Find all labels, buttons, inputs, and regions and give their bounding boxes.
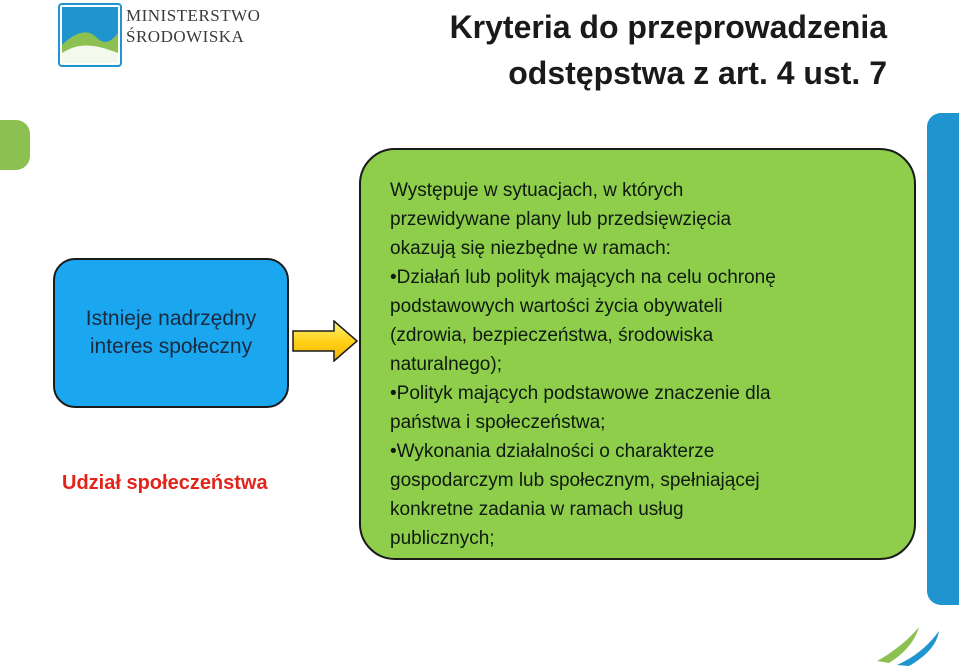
bullet-line: konkretne zadania w ramach usług — [390, 499, 684, 520]
bullet-line: naturalnego); — [390, 354, 502, 375]
public-interest-box — [53, 258, 289, 408]
intro-line: Występuje w sytuacjach, w których — [390, 180, 684, 201]
bullet-line: gospodarczym lub społecznym, spełniającej — [390, 470, 760, 491]
criteria-intro — [390, 176, 894, 263]
bullet-line: publicznych; — [390, 528, 495, 549]
criteria-bullet-2 — [390, 379, 894, 437]
criteria-bullet-3 — [390, 437, 894, 553]
public-interest-line-2: interes społeczny — [89, 335, 253, 358]
logo-line-2: ŚRODOWISKA — [126, 27, 245, 46]
criteria-bullet-1 — [390, 263, 894, 379]
ministry-logo — [58, 3, 261, 71]
right-accent-bar — [927, 113, 959, 605]
bullet-line: •Polityk mających podstawowe znaczenie dla — [390, 383, 771, 404]
bullet-line: podstawowych wartości życia obywateli — [390, 296, 723, 317]
intro-line: przewidywane plany lub przedsięwzięcia — [390, 209, 732, 230]
bullet-line: •Wykonania działalności o charakterze — [390, 441, 715, 462]
public-interest-line-1: Istnieje nadrzędny — [85, 307, 257, 330]
ministry-logo-icon — [58, 3, 122, 67]
title-line-1: Kryteria do przeprowadzenia — [449, 9, 887, 45]
arrow-right-icon — [292, 320, 358, 362]
page-title — [327, 4, 887, 96]
swoosh-icon — [875, 621, 945, 667]
bullet-line: państwa i społeczeństwa; — [390, 412, 606, 433]
public-interest-text — [86, 305, 256, 361]
left-accent-tab — [0, 120, 30, 170]
bullet-line: (zdrowia, bezpieczeństwa, środowiska — [390, 325, 714, 346]
title-line-2: odstępstwa z art. 4 ust. 7 — [508, 55, 887, 91]
logo-line-1: MINISTERSTWO — [126, 6, 261, 25]
bullet-line: •Działań lub polityk mających na celu ochronę — [390, 267, 776, 288]
public-participation-caption: Udział społeczeństwa — [62, 472, 268, 494]
intro-line: okazują się niezbędne w ramach: — [390, 238, 671, 259]
criteria-box — [359, 148, 916, 560]
logo-text — [126, 5, 260, 47]
